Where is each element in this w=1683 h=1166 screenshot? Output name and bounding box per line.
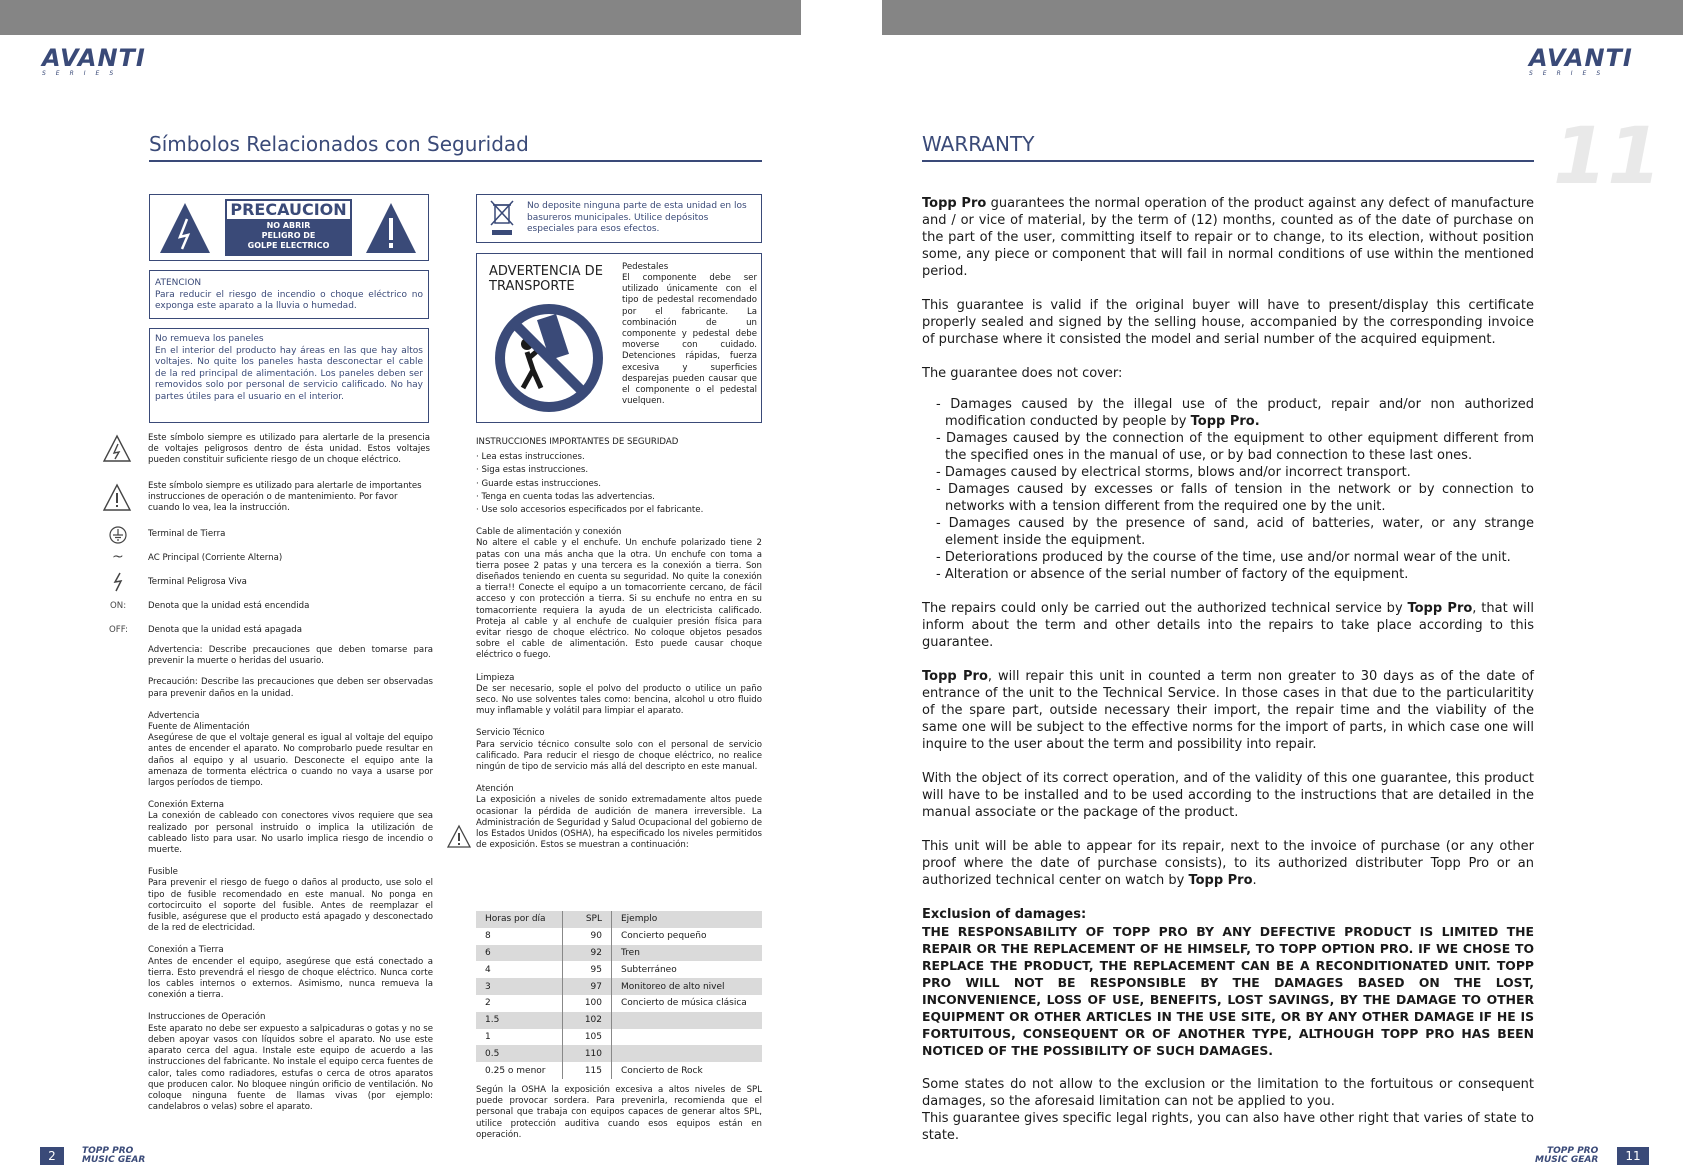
table-header-row	[476, 911, 762, 928]
on-text: Denota que la unidad está encendida	[148, 601, 310, 611]
right-page-number: 11	[1617, 1147, 1649, 1165]
caution-line-2: PELIGRO DE	[261, 231, 316, 240]
instruccion-item: · Lea estas instrucciones.	[476, 452, 585, 463]
left-page-number: 2	[40, 1147, 64, 1165]
atencion2-heading: Atención	[476, 784, 514, 795]
table-header: SPL	[563, 911, 612, 928]
transporte-box	[476, 253, 762, 423]
table-cell: Concierto de Rock	[621, 1065, 703, 1076]
limpieza-text: De ser necesario, sople el polvo del producto o utilice un paño seco. No use solventes tales como: bencina, alcohol u otro fluido muy inflamable y volátil para limpiar el aparato.	[476, 683, 762, 717]
servicio-heading: Servicio Técnico	[476, 728, 545, 739]
table-cell: Concierto pequeño	[621, 931, 707, 942]
warranty-p1: Topp Pro guarantees the normal operation of the product against any defect of manufacture and / or vice of material, by the term of (12) months, counted as of the date of purchase on the part of the user, committing itself to repair or to change, to its election, without position some, any piece or component that will fail in normal conditions of use within the mentioned period.	[922, 196, 1534, 279]
table-cell: 92	[563, 945, 612, 962]
table-cell	[612, 1045, 763, 1062]
right-brand-logo: TOPP PRO MUSIC GEAR	[1535, 1146, 1599, 1165]
operacion-text: Este aparato no debe ser expuesto a salpicaduras o gotas y no se deben apoyar vasos con líquidos sobre el aparato. No use este aparato cerca del agua. Instale este equipo de acuerdo a las instrucciones del fabricante. No instale el equipo cerca fuentes de calor, tales como radiadores, estufas o cerca de otros aparatos que producen calor. No bloquee ningún orificio de ventilación. No coloque ninguna fuente de llamas vivas (por ejemplo: candelabros o velas) sobre el aparato.	[148, 1023, 433, 1113]
table-cell: 3	[476, 978, 563, 995]
exclamation-triangle-icon	[364, 201, 418, 255]
table-row	[476, 978, 762, 995]
sym-exclamation-text: Este símbolo siempre es utilizado para alertarle de importantes instrucciones de operación o de mantenimiento. Por favor cuando lo vea, lea la instrucción.	[148, 481, 422, 514]
table-cell: 90	[563, 928, 612, 945]
live-terminal-icon	[112, 572, 124, 592]
list-item: - Damages caused by the connection of the equipment to other equipment different from the specified ones in the manual of use, or by bad connection to these last ones.	[936, 431, 1534, 463]
recycle-text: No deposite ninguna parte de esta unidad en los basureros municipales. Utilice depósitos especiales para esos efectos.	[527, 201, 747, 235]
table-cell: Tren	[612, 945, 763, 962]
caution-title: PRECAUCION	[227, 201, 350, 219]
left-logo: AVANTI SERIES	[42, 44, 146, 77]
instruccion-item: · Guarde estas instrucciones.	[476, 478, 601, 489]
warranty-p6: With the object of its correct operation, and of the validity of this one guarantee, this product will have to be installed and to be used according to the instructions that are detailed in the manual associate or the package of the product.	[922, 771, 1534, 820]
warranty-p4: The repairs could only be carried out the authorized technical service by Topp Pro, that will inform about the term and other details into the repairs to take place according to this guarantee.	[922, 601, 1534, 650]
table-cell: 0.5	[476, 1045, 563, 1062]
table-row	[476, 928, 762, 945]
sym-live-text: Terminal Peligrosa Viva	[148, 577, 247, 587]
conexion-heading: Conexión Externa	[148, 800, 225, 811]
table-cell: 100	[563, 995, 612, 1012]
servicio-text: Para servicio técnico consulte solo con el personal de servicio calificado. Para reducir el riesgo de choque eléctrico, no realice ningún de tipo de servicio más allá del descripto en este manual.	[476, 739, 762, 773]
cart-tip-over-icon	[493, 302, 605, 414]
table-cell	[612, 1012, 763, 1029]
table-cell	[612, 1029, 763, 1046]
atencion-text: Para reducir el riesgo de incendio o choque eléctrico no exponga este aparato a la lluvia o humedad.	[155, 289, 423, 312]
off-text: Denota que la unidad está apagada	[148, 625, 303, 635]
table-row	[476, 1062, 762, 1079]
precaucion-text: Precaución: Describe las precauciones que deben ser observadas para prevenir daños en la unidad.	[148, 677, 433, 699]
tierra-text: Antes de encender el equipo, asegúrese que está conectado a tierra. Esto prevendrá el riesgo de choque eléctrico. Nunca corte los cables internos o externos. Asimismo, nunca remueva la conexión a tierra.	[148, 956, 433, 1001]
exclusions-list	[922, 396, 1534, 583]
warranty-p7: This unit will be able to appear for its repair, next to the invoice of purchase (or any other proof where the date of purchase consists), to its authorized distributer Topp Pro or an authorized technical center on watch by Topp Pro.	[922, 839, 1534, 888]
atencion-title: ATENCION	[155, 278, 202, 288]
table-cell: 115	[563, 1062, 612, 1079]
table-header: Horas por día	[476, 911, 563, 928]
table-cell: 8	[476, 928, 563, 945]
tierra-heading: Conexión a Tierra	[148, 945, 224, 956]
left-top-bar	[0, 0, 801, 35]
list-item: - Deteriorations produced by the course of the time, use and/or normal wear of the unit.	[936, 550, 1511, 565]
left-col2-body	[476, 437, 762, 852]
table-cell: 102	[563, 1012, 612, 1029]
recycle-box	[476, 194, 762, 243]
crossed-bin-icon	[489, 199, 515, 237]
list-item: - Damages caused by the illegal use of the product, repair and/or non authorized modification conducted by people by Topp Pro.	[936, 397, 1534, 429]
transporte-title: ADVERTENCIA DE TRANSPORTE	[489, 264, 603, 294]
list-item: - Damages caused by excesses or falls of tension in the network or by connection to networks with a tension different from the required one by the unit.	[936, 482, 1534, 514]
table-header: Ejemplo	[612, 911, 763, 928]
atencion2-text: La exposición a niveles de sonido extremadamente altos puede ocasionar la pérdida de audición de manera irreversible. La Administración de Seguridad y Salud Ocupacional del gobierno de los Estados Unidos (OSHA), ha especificado los niveles permitidos de exposición. Estos se muestran a continuación:	[476, 795, 762, 851]
ac-tilde-icon: ~	[112, 549, 124, 565]
right-top-bar	[882, 0, 1683, 35]
table-row	[476, 945, 762, 962]
caution-line-3: GOLPE ELECTRICO	[247, 241, 330, 250]
fusible-heading: Fusible	[148, 867, 178, 878]
conexion-text: La conexión de cableado con conectores vivos requiere que sea realizado por personal instruido o implica la utilización de cableado listo para usar. No usarlo implica riesgo de incendio o muerte.	[148, 811, 433, 856]
table-cell: 95	[563, 961, 612, 978]
instruccion-item: · Tenga en cuenta todas las advertencias.	[476, 491, 655, 502]
table-cell: Concierto de música clásica	[621, 998, 747, 1009]
ground-terminal-icon	[109, 526, 127, 544]
on-label: ON:	[110, 601, 127, 611]
fusible-text: Para prevenir el riesgo de fuego o daños al producto, use solo el tipo de fusible recomendado en este manual. No ponga en cortocircuito el soporte del fusible. Antes de reemplazar el fusible, aségurese que el producto está apagado y desconectado de la red de electricidad.	[148, 878, 433, 934]
table-cell: 0.25 o menor	[476, 1062, 563, 1079]
fuente-heading-2: Fuente de Alimentación	[148, 722, 250, 733]
table-cell: 110	[563, 1045, 612, 1062]
table-cell: 1	[476, 1029, 563, 1046]
warranty-p8: Some states do not allow to the exclusion or the limitation to the fortuitous or consequent damages, so the aforesaid limitation can not be applied to you.	[922, 1077, 1534, 1109]
list-item: - Damages caused by electrical storms, blows and/or incorrect transport.	[936, 465, 1411, 480]
sym-lightning-text: Este símbolo siempre es utilizado para alertarle de la presencia de voltajes peligrosos dentro de ésta unidad. Estos voltajes pueden constituir suficiente riesgo de un choque eléctrico.	[148, 433, 430, 466]
left-brand-logo: TOPP PRO MUSIC GEAR	[82, 1146, 146, 1165]
paneles-title: No remueva los paneles	[155, 334, 264, 344]
lightning-triangle-icon	[158, 201, 212, 255]
table-row	[476, 961, 762, 978]
fuente-heading-1: Advertencia	[148, 710, 200, 721]
table-cell: 6	[476, 945, 563, 962]
cable-text: No altere el cable y el enchufe. Un enchufe polarizado tiene 2 patas con una más ancha que la otra. Un enchufe con toma a tierra posee 2 patas y una tercera es la conexión a tierra. Son diseñados teniendo en cuenta su seguridad. No quite la conexión a tierra!! Conecte el equipo a un tomacorriente cercano, de fácil acceso y con protección a tierra. Si su enchufe no entra en su tomacorriente requiera la ayuda de un electricista calificado. Proteja al cable y al enchufe de cualquier presión física para evitar riesgo de choque eléctrico. No coloque objetos pesados sobre el cable de alimentación. Esto puede causar choque eléctrico o fuego.	[476, 538, 762, 661]
operacion-heading: Instrucciones de Operación	[148, 1012, 266, 1023]
big-page-number: 11	[1553, 112, 1662, 202]
table-row	[476, 1045, 762, 1062]
instruccion-item: · Siga estas instrucciones.	[476, 465, 589, 476]
exclamation-symbol-icon	[102, 483, 132, 513]
right-logo: AVANTI SERIES	[1529, 44, 1633, 77]
instruccion-item: · Use solo accesorios especificados por el fabricante.	[476, 505, 704, 516]
warranty-p5: Topp Pro, will repair this unit in counted a term non greater to 30 days as of the date of entrance of the unit to the Technical Service. In those cases in that due to the particularitity of the spare part, outside necessary their import, the repair time and the viability of the same one will be subject to the effective norms for the import of parts, in which case one will inquire to the user about the term and possibility into repair.	[922, 669, 1534, 752]
limpieza-heading: Limpieza	[476, 672, 515, 683]
list-item: - Damages caused by the presence of sand, acid of batteries, water, or any strange element inside the equipment.	[936, 516, 1534, 548]
left-title-rule	[149, 160, 762, 162]
table-cell: 1.5	[476, 1012, 563, 1029]
osha-text: Según la OSHA la exposición excesiva a altos niveles de SPL puede provocar sordera. Para prevenirla, recomienda que el personal que trabaja con equipos capaces de generar altos SPL, utilice protección auditiva cuando esos equipos están en operación.	[476, 1085, 762, 1140]
table-cell: 4	[476, 961, 563, 978]
instrucciones-heading: INSTRUCCIONES IMPORTANTES DE SEGURIDAD	[476, 437, 679, 447]
atencion-box	[149, 270, 429, 319]
table-cell: 105	[563, 1029, 612, 1046]
table-cell: 97	[563, 978, 612, 995]
right-title-rule	[922, 160, 1534, 162]
atencion-warning-icon	[446, 824, 472, 850]
warranty-body	[922, 195, 1534, 1144]
spl-table	[476, 911, 762, 1079]
warranty-title: WARRANTY	[922, 132, 1035, 156]
sym-ac-text: AC Principal (Corriente Alterna)	[148, 553, 283, 563]
table-row	[476, 1012, 762, 1029]
paneles-box	[149, 328, 429, 423]
warranty-p2: This guarantee is valid if the original buyer will have to present/display this certificate properly sealed and signed by the selling house, accompanied by the corresponding invoice of purchase where it consisted the model and serial number of the acquired equipment.	[922, 298, 1534, 347]
left-col1-body	[148, 645, 433, 1113]
caution-line-1: NO ABRIR	[266, 221, 311, 230]
pedestales-heading: Pedestales	[622, 262, 669, 272]
exclusion-heading: Exclusion of damages:	[922, 907, 1087, 922]
list-item: - Alteration or absence of the serial number of factory of the equipment.	[936, 567, 1409, 582]
exclusion-text: THE RESPONSABILITY OF TOPP PRO BY ANY DEFECTIVE PRODUCT IS LIMITED THE REPAIR OR THE REPLACEMENT OF HE HIMSELF, TO TOPP OPTION PRO. IF WE CHOSE TO REPLACE THE PRODUCT, THE REPLACEMENT CAN BE A RECONDITIONATED UNIT. TOPP PRO WILL NOT BE RESPONSIBLE BY THE DAMAGES BASED ON THE LOST, INCONVENIENCE, LOSS OF USE, BENEFITS, LOST SAVINGS, BY THE DAMAGE TO OTHER EQUIPMENT OR OTHER ARTICLES IN THE USE SITE, OR BY ANY OTHER DAMAGE IF HE IS FORTUITOUS, CONSEQUENT OR OF ANOTHER TYPE, ALTHOUGH TOPP PRO HAS BEEN NOTICED OF THE POSSIBILITY OF SUCH DAMAGES.	[922, 924, 1534, 1058]
pedestales-text: El componente debe ser utilizado únicamente con el tipo de pedestal recomendado por el fabricante. La combinación de un componente y pedestal debe moverse con cuidado. Detenciones rápidas, fuerza excesiva y superficies desparejas pueden causar que el componente o el pedestal vuelquen.	[622, 273, 757, 407]
off-label: OFF:	[109, 625, 128, 635]
table-cell: 2	[476, 995, 563, 1012]
paneles-text: En el interior del producto hay áreas en las que hay altos voltajes. No quite los paneles hasta desconectar el cable de la red principal de alimentación. Los paneles deben ser removidos solo por personal de servicio calificado. No hay partes útiles para el usuario en el interior.	[155, 345, 423, 402]
left-page-title: Símbolos Relacionados con Seguridad	[149, 132, 529, 156]
cable-heading: Cable de alimentación y conexión	[476, 527, 622, 538]
fuente-text: Asegúrese de que el voltaje general es igual al voltaje del equipo antes de encender el aparato. No comprobarlo puede resultar en daños al equipo y al usuario. Desconecte el equipo ante la amenaza de tormenta eléctrica o cuando no vaya a usarse por largos períodos de tiempo.	[148, 733, 433, 789]
warranty-p9: This guarantee gives specific legal rights, you can also have other right that varies of state to state.	[922, 1111, 1534, 1143]
warranty-p3: The guarantee does not cover:	[922, 366, 1123, 381]
table-row	[476, 1029, 762, 1046]
caution-box	[149, 194, 429, 261]
lightning-symbol-icon	[102, 434, 132, 464]
table-row	[476, 995, 762, 1012]
sym-ground-text: Terminal de Tierra	[148, 529, 226, 539]
advertencia-text: Advertencia: Describe precauciones que deben tomarse para prevenir la muerte o heridas del usuario.	[148, 645, 433, 667]
table-cell: Subterráneo	[621, 964, 677, 975]
table-cell: Monitoreo de alto nivel	[612, 978, 763, 995]
caution-label-panel	[225, 199, 352, 256]
